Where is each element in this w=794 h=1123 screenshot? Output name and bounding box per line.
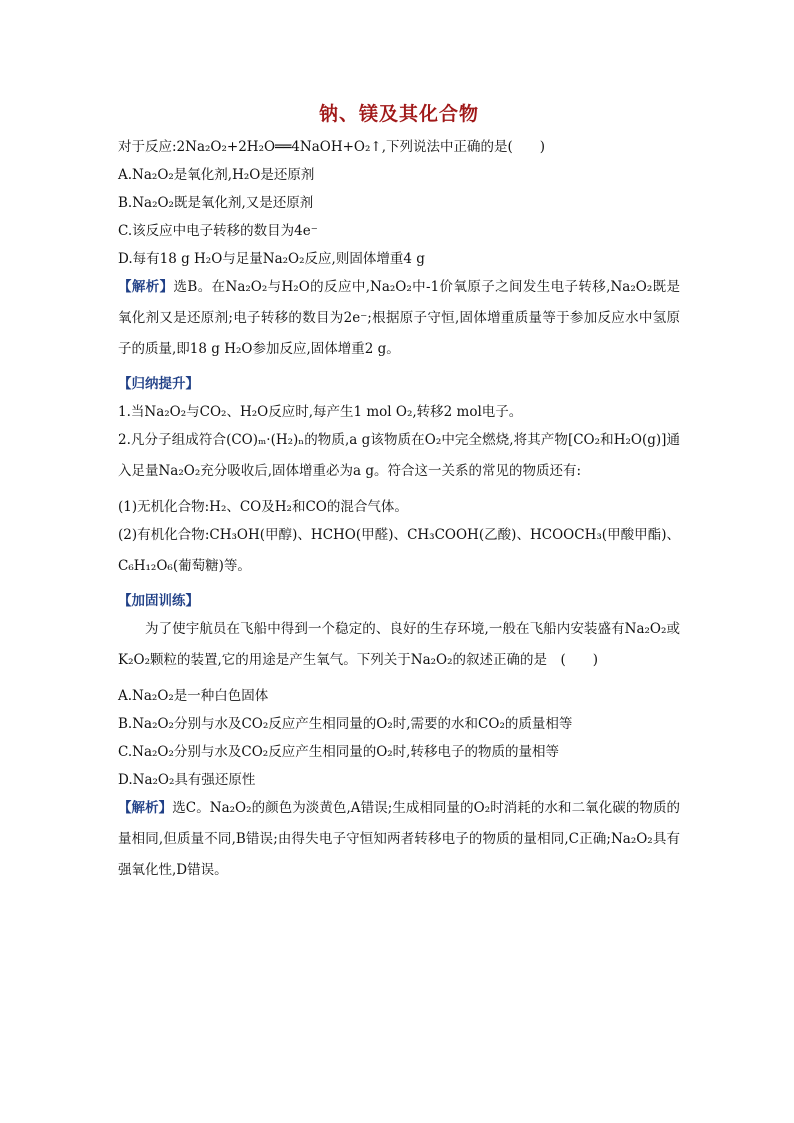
analysis-text: 选B。在Na₂O₂与H₂O的反应中,Na₂O₂中-1价氧原子之间发生电子转移,Na₂O₂既是氧化剂又是还原剂;电子转移的数目为2e⁻;根据原子守恒,固体增重质量等于参加反应水中氢原子的质量,即18 g H₂O参加反应,固体增重2 g。 [118, 278, 680, 357]
summary-item-2: 2.凡分子组成符合(CO)ₘ·(H₂)ₙ的物质,a g该物质在O₂中完全燃烧,将其产物[CO₂和H₂O(g)]通入足量Na₂O₂充分吸收后,固体增重必为a g。符合这一关系的常见的物质还有: [118, 432, 680, 480]
q1-option-b: B.Na₂O₂既是氧化剂,又是还原剂 [118, 194, 314, 211]
q2-option-a: A.Na₂O₂是一种白色固体 [118, 687, 269, 704]
q2-analysis [118, 793, 680, 886]
q1-analysis [118, 272, 680, 365]
summary-item-3: (1)无机化合物:H₂、CO及H₂和CO的混合气体。 [118, 498, 408, 515]
q1-option-c: C.该反应中电子转移的数目为4e⁻ [118, 222, 318, 239]
q2-option-b: B.Na₂O₂分别与水及CO₂反应产生相同量的O₂时,需要的水和CO₂的质量相等 [118, 716, 573, 732]
training-tag: 【加固训练】 [118, 593, 199, 610]
q1-option-d: D.每有18 g H₂O与足量Na₂O₂反应,则固体增重4 g [118, 250, 425, 267]
page-title: 钠、镁及其化合物 [318, 103, 479, 125]
analysis-tag: 【解析】 [118, 800, 173, 817]
summary-item-1: 1.当Na₂O₂与CO₂、H₂O反应时,每产生1 mol O₂,转移2 mol电子。 [118, 404, 523, 421]
summary-item-4: (2)有机化合物:CH₃OH(甲醇)、HCHO(甲醛)、CH₃COOH(乙酸)、HCOOCH₃(甲酸甲酯)、C₆H₁₂O₆(葡萄糖)等。 [118, 526, 680, 574]
q2-option-d: D.Na₂O₂具有强还原性 [118, 772, 256, 789]
q2-option-c: C.Na₂O₂分别与水及CO₂反应产生相同量的O₂时,转移电子的物质的量相等 [118, 744, 559, 761]
analysis-tag: 【解析】 [118, 278, 174, 295]
q1-stem: 对于反应:2Na₂O₂+2H₂O══4NaOH+O₂↑,下列说法中正确的是( ) [118, 138, 546, 155]
q2-stem: 为了使宇航员在飞船中得到一个稳定的、良好的生存环境,一般在飞船内安装盛有Na₂O₂或K₂O₂颗粒的装置,它的用途是产生氧气。下列关于Na₂O₂的叙述正确的是 ( ) [118, 621, 680, 669]
q1-option-a: A.Na₂O₂是氧化剂,H₂O是还原剂 [118, 166, 315, 183]
document-page [118, 100, 680, 899]
analysis-text: 选C。Na₂O₂的颜色为淡黄色,A错误;生成相同量的O₂时消耗的水和二氧化碳的物质的量相同,但质量不同,B错误;由得失电子守恒知两者转移电子的物质的量相同,C正确;Na₂O₂具有强氧化性,D错误。 [118, 800, 681, 879]
summary-tag: 【归纳提升】 [118, 376, 199, 393]
